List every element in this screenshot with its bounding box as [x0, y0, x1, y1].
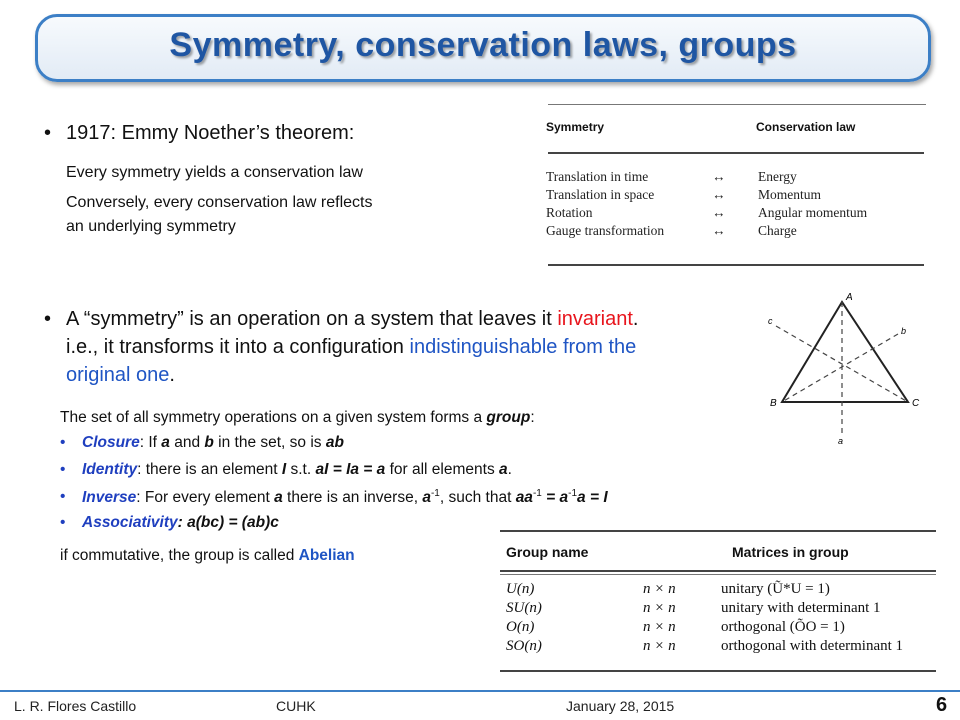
table-row: O(n) n × n orthogonal (ÕO = 1): [506, 619, 845, 635]
sym-col-header: Symmetry: [546, 120, 605, 134]
indistinguishable-phrase: indistinguishable from the: [409, 336, 637, 358]
bullet-dot: •: [44, 122, 52, 144]
axis-label-a: a: [838, 436, 844, 446]
page-number: 6: [936, 694, 948, 716]
vertex-C: C: [912, 398, 920, 409]
group-intro: The set of all symmetry operations on a given system forms a group:: [60, 409, 535, 426]
triangle-diagram: [758, 282, 938, 446]
group-rows: [506, 580, 904, 656]
noether-bullet: [44, 122, 355, 145]
invariant-word: invariant: [557, 308, 633, 330]
abelian-line: if commutative, the group is called Abelian: [60, 547, 355, 564]
noether-line1: Every symmetry yields a conservation law: [66, 164, 363, 181]
table-row: SU(n) n × n unitary with determinant 1: [506, 600, 881, 616]
table-row: U(n) n × n unitary (Ũ*U = 1): [506, 581, 830, 597]
vertex-A: A: [846, 292, 853, 303]
triangle-shape: [782, 302, 908, 402]
footer-date: January 28, 2015: [566, 698, 675, 714]
noether-line2a: Conversely, every conservation law reflects: [66, 194, 373, 211]
bullet-dot: •: [44, 308, 52, 330]
associativity-item: • Associativity: a(bc) = (ab)c: [60, 514, 279, 531]
group-name-header: Group name: [506, 544, 589, 560]
axis-c: [776, 326, 908, 402]
axis-b: [782, 334, 898, 402]
matrices-header: Matrices in group: [732, 544, 849, 560]
axis-label-c: c: [768, 316, 773, 326]
footer-author: L. R. Flores Castillo: [14, 698, 137, 714]
noether-heading: 1917: Emmy Noether’s theorem:: [66, 122, 355, 144]
cons-col-header: Conservation law: [756, 120, 856, 134]
sym-rows: [542, 168, 871, 240]
slide-title: Symmetry, conservation laws, groups: [169, 26, 797, 64]
symmetry-table: [546, 120, 926, 270]
footer-rule: [0, 690, 960, 692]
groups-table: [500, 528, 940, 678]
vertex-B: B: [770, 398, 777, 409]
closure-item: • Closure: If a and b in the set, so is ab: [60, 434, 344, 451]
axis-label-b: b: [901, 326, 907, 336]
noether-line2b: an underlying symmetry: [66, 218, 236, 235]
table-row: Rotation ↔ Angular momentum: [546, 205, 868, 220]
table-row: SO(n) n × n orthogonal with determinant 1: [506, 638, 904, 654]
table-row: Translation in space ↔ Momentum: [546, 187, 821, 202]
footer-institution: CUHK: [276, 698, 316, 714]
inverse-item: • Inverse: For every element a there is an inverse, $a^{-1}$, such that $aa^{-1} = a^{-1}a = I$: [60, 488, 608, 507]
identity-item: • Identity: there is an element I s.t. aI = Ia = a for all elements a.: [60, 461, 512, 478]
table-row: Gauge transformation ↔ Charge: [546, 223, 797, 238]
table-row: Translation in time ↔ Energy: [546, 169, 797, 184]
symmetry-definition: • A “symmetry” is an operation on a system that leaves it invariant. i.e., it transforms it into a configuration indistinguishable from the original one.: [66, 305, 766, 389]
